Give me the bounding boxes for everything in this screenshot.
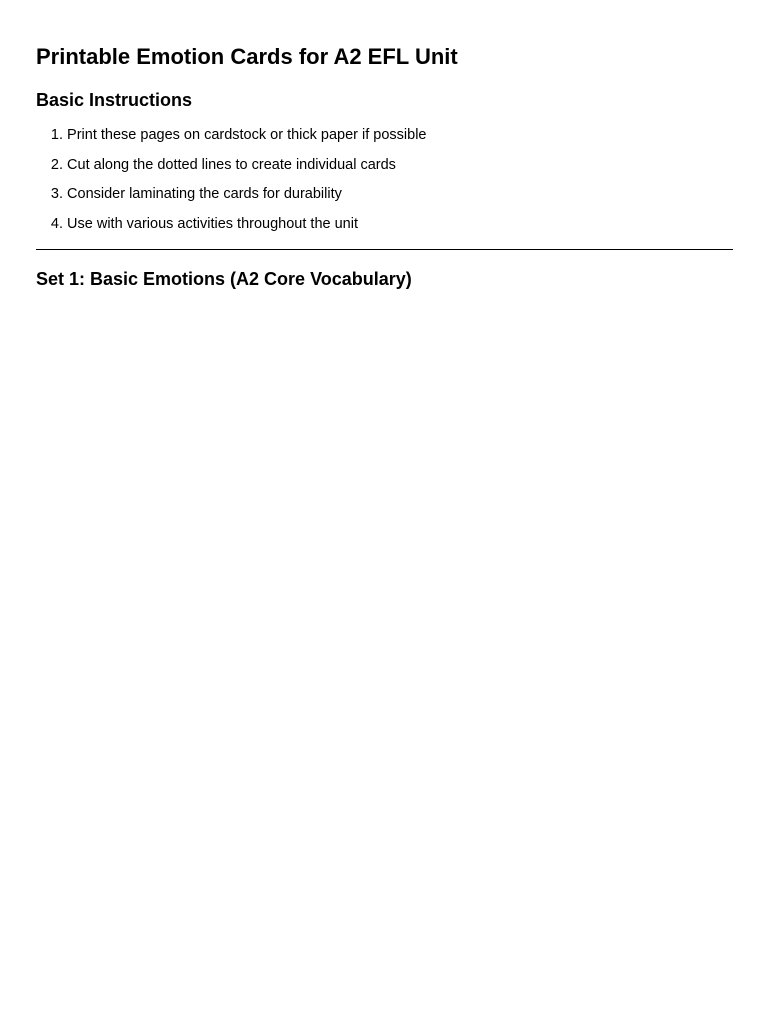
instruction-text: Print these pages on cardstock or thick paper if possible <box>67 127 427 143</box>
section-divider <box>36 249 733 250</box>
page-title: Printable Emotion Cards for A2 EFL Unit <box>36 44 458 69</box>
instruction-text: Use with various activities throughout the unit <box>67 215 358 232</box>
instruction-item <box>36 154 427 184</box>
instruction-item <box>36 124 427 154</box>
instruction-item <box>36 183 427 213</box>
instruction-number: 4. <box>50 215 63 232</box>
set1-heading: Set 1: Basic Emotions (A2 Core Vocabulary) <box>36 269 412 289</box>
instruction-number: 1. <box>50 127 63 143</box>
instruction-text: Cut along the dotted lines to create individual cards <box>67 156 396 173</box>
instructions-heading: Basic Instructions <box>36 90 193 110</box>
instruction-number: 2. <box>50 156 63 173</box>
instructions-list <box>36 124 427 242</box>
instruction-number: 3. <box>50 186 63 202</box>
instruction-item <box>36 213 427 243</box>
instruction-text: Consider laminating the cards for durability <box>67 186 342 202</box>
